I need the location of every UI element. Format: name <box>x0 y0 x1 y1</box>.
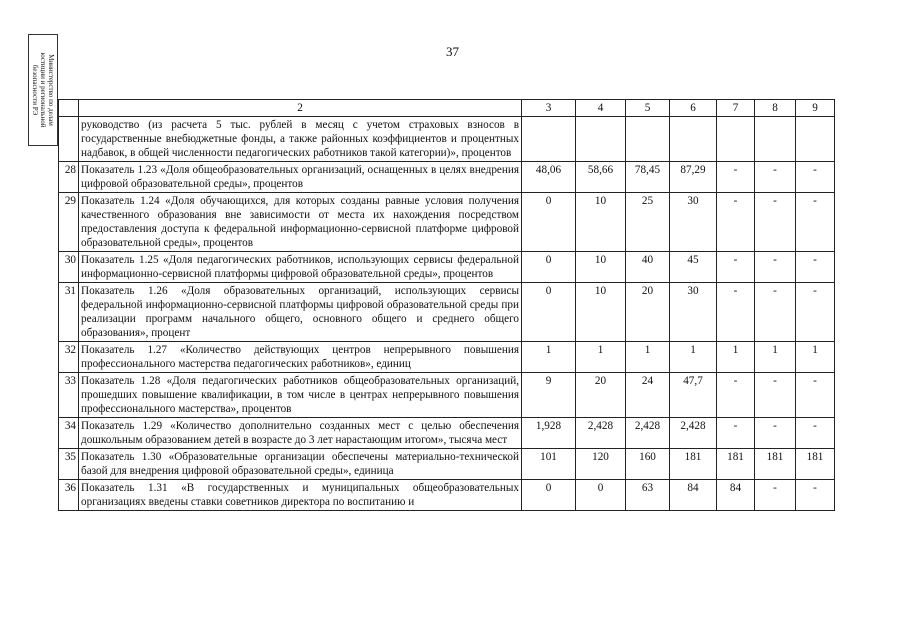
value-cell: 63 <box>626 480 670 511</box>
stamp-line: Министерство по делам <box>47 54 55 126</box>
value-cell: 2,428 <box>670 418 717 449</box>
value-cell: 10 <box>576 283 626 342</box>
value-cell: 1 <box>717 342 755 373</box>
value-cell: 101 <box>522 449 576 480</box>
indicator-description-cell: Показатель 1.24 «Доля обучающихся, для которых созданы равные условия получения качественного образования вне зависимости от места их нахождения посредством предоставления доступа к федеральной информационно-сервисной платформе цифровой образовательной среды», процентов <box>79 193 522 252</box>
header-cell: 8 <box>755 100 796 117</box>
indicator-description-cell: Показатель 1.27 «Количество действующих центров непрерывного повышения профессионального мастерства педагогических работников», единиц <box>79 342 522 373</box>
table-header-row <box>59 100 835 117</box>
value-cell: 0 <box>522 480 576 511</box>
value-cell <box>796 117 835 162</box>
value-cell: - <box>796 283 835 342</box>
value-cell: - <box>796 373 835 418</box>
value-cell <box>626 117 670 162</box>
header-cell: 7 <box>717 100 755 117</box>
value-cell: 87,29 <box>670 162 717 193</box>
value-cell: 2,428 <box>576 418 626 449</box>
page-number: 37 <box>446 44 459 59</box>
indicator-description-cell: Показатель 1.31 «В государственных и муниципальных общеобразовательных организациях введены ставки советников директора по воспитанию и <box>79 480 522 511</box>
value-cell: 120 <box>576 449 626 480</box>
row-number-cell: 29 <box>59 193 79 252</box>
value-cell: 1 <box>576 342 626 373</box>
value-cell: 181 <box>796 449 835 480</box>
registration-stamp <box>28 34 58 146</box>
header-cell: 4 <box>576 100 626 117</box>
value-cell: 45 <box>670 252 717 283</box>
value-cell: 30 <box>670 193 717 252</box>
value-cell: 0 <box>522 283 576 342</box>
indicator-description-cell: Показатель 1.26 «Доля образовательных организаций, использующих сервисы федеральной информационно-сервисной платформы цифровой образовательной среды при реализации программ начального общего, основного общего и среднего общего образования», процент <box>79 283 522 342</box>
value-cell: 1 <box>796 342 835 373</box>
value-cell: 181 <box>670 449 717 480</box>
indicator-description-cell: Показатель 1.29 «Количество дополнительно созданных мест с целью обеспечения дошкольным образованием детей в возрасте до 3 лет нарастающим итогом», тысяча мест <box>79 418 522 449</box>
value-cell: 1 <box>522 342 576 373</box>
value-cell: 160 <box>626 449 670 480</box>
value-cell: 10 <box>576 193 626 252</box>
value-cell: 58,66 <box>576 162 626 193</box>
value-cell: 40 <box>626 252 670 283</box>
value-cell: 9 <box>522 373 576 418</box>
stamp-line: безопасности РЭ <box>31 64 39 116</box>
indicator-description-cell: Показатель 1.23 «Доля общеобразовательных организаций, оснащенных в целях внедрения цифровой образовательной среды», процентов <box>79 162 522 193</box>
value-cell: - <box>755 480 796 511</box>
value-cell: 84 <box>670 480 717 511</box>
value-cell: - <box>796 418 835 449</box>
row-number-cell: 33 <box>59 373 79 418</box>
value-cell: 1,928 <box>522 418 576 449</box>
value-cell: 0 <box>522 252 576 283</box>
indicator-description-cell: Показатель 1.28 «Доля педагогических работников общеобразовательных организаций, прошедших повышение квалификации, в том числе в центрах непрерывного повышения профессионального мастерства», процентов <box>79 373 522 418</box>
value-cell: 10 <box>576 252 626 283</box>
stamp-line: юстиции и региональной <box>39 52 47 128</box>
row-number-cell: 31 <box>59 283 79 342</box>
value-cell <box>717 117 755 162</box>
value-cell <box>522 117 576 162</box>
value-cell: 1 <box>626 342 670 373</box>
row-number-cell: 32 <box>59 342 79 373</box>
header-cell: 2 <box>79 100 522 117</box>
table-body <box>59 100 835 511</box>
value-cell: 47,7 <box>670 373 717 418</box>
row-number-cell <box>59 117 79 162</box>
value-cell: - <box>755 252 796 283</box>
header-cell <box>59 100 79 117</box>
value-cell: 181 <box>755 449 796 480</box>
value-cell: - <box>717 373 755 418</box>
header-cell: 6 <box>670 100 717 117</box>
value-cell: 84 <box>717 480 755 511</box>
value-cell: 48,06 <box>522 162 576 193</box>
table-row <box>59 449 835 480</box>
value-cell <box>670 117 717 162</box>
row-number-cell: 28 <box>59 162 79 193</box>
table-row <box>59 162 835 193</box>
table-row <box>59 193 835 252</box>
row-number-cell: 34 <box>59 418 79 449</box>
value-cell: - <box>717 162 755 193</box>
value-cell: 181 <box>717 449 755 480</box>
value-cell: - <box>796 193 835 252</box>
table-row <box>59 418 835 449</box>
table-row <box>59 117 835 162</box>
header-cell: 5 <box>626 100 670 117</box>
value-cell: - <box>717 283 755 342</box>
stamp-text <box>31 34 55 146</box>
value-cell: - <box>796 480 835 511</box>
indicator-description-cell: Показатель 1.30 «Образовательные организации обеспечены материально-технической базой для внедрения цифровой образовательной среды», единица <box>79 449 522 480</box>
value-cell: 30 <box>670 283 717 342</box>
value-cell: - <box>796 162 835 193</box>
value-cell: - <box>796 252 835 283</box>
table-row <box>59 342 835 373</box>
value-cell: 20 <box>626 283 670 342</box>
table-row <box>59 480 835 511</box>
header-cell: 3 <box>522 100 576 117</box>
indicator-description-cell: Показатель 1.25 «Доля педагогических работников, использующих сервисы федеральной информационно-сервисной платформы цифровой образовательной среды», процентов <box>79 252 522 283</box>
value-cell: - <box>717 418 755 449</box>
value-cell <box>576 117 626 162</box>
value-cell: 25 <box>626 193 670 252</box>
value-cell: - <box>717 193 755 252</box>
value-cell: - <box>717 252 755 283</box>
value-cell <box>755 117 796 162</box>
value-cell: 24 <box>626 373 670 418</box>
table-row <box>59 252 835 283</box>
value-cell: 0 <box>576 480 626 511</box>
indicator-description-cell: руководство (из расчета 5 тыс. рублей в месяц с учетом страховых взносов в государственные внебюджетные фонды, а также районных коэффициентов и процентных надбавок, в общей численности педагогических работников такой категории)», процентов <box>79 117 522 162</box>
row-number-cell: 30 <box>59 252 79 283</box>
row-number-cell: 36 <box>59 480 79 511</box>
value-cell: - <box>755 418 796 449</box>
value-cell: - <box>755 193 796 252</box>
value-cell: 78,45 <box>626 162 670 193</box>
row-number-cell: 35 <box>59 449 79 480</box>
table-row <box>59 283 835 342</box>
table-row <box>59 373 835 418</box>
value-cell: - <box>755 283 796 342</box>
value-cell: 2,428 <box>626 418 670 449</box>
value-cell: 0 <box>522 193 576 252</box>
value-cell: 1 <box>755 342 796 373</box>
header-cell: 9 <box>796 100 835 117</box>
value-cell: - <box>755 373 796 418</box>
indicators-table <box>58 99 835 511</box>
value-cell: 20 <box>576 373 626 418</box>
value-cell: 1 <box>670 342 717 373</box>
value-cell: - <box>755 162 796 193</box>
